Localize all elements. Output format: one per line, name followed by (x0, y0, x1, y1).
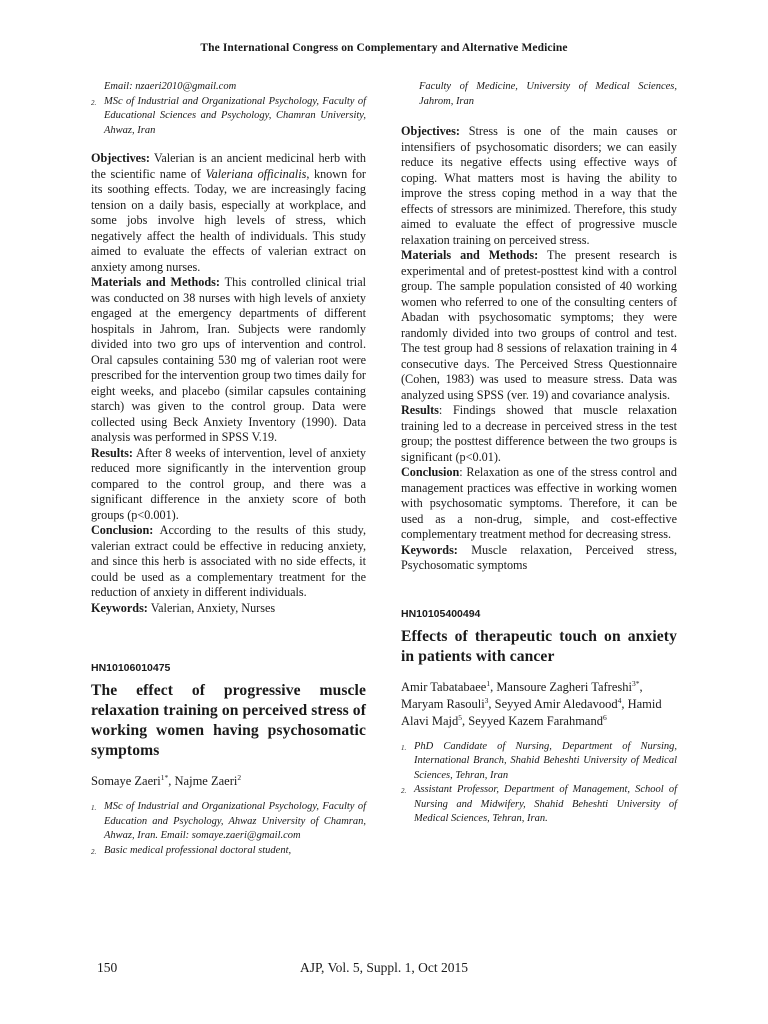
article-title: The effect of progressive muscle relaxation training on perceived stress of working women having psychosomatic symptoms (91, 682, 366, 759)
results-label: Results (401, 403, 439, 417)
author-name: Amir Tabatabaee (401, 679, 487, 694)
methods-paragraph (401, 248, 677, 403)
keywords-label: Keywords: (91, 600, 148, 615)
author-sup: 4 (617, 695, 622, 705)
methods-text: This controlled clinical trial was conducted on 38 nurses with high levels of anxiety engaged at the emergency departments of different hospitals in Jahrom, Iran. Subjects were randomly divided into two gro ups of intervention and control. Oral capsules containing 530 mg of valerian root were prescribed for the intervention group two times daily for eight weeks, and placebo (similar capsules containing starch) was given to the control group. Data were collected using Beck Anxiety Inventory (1990). Data analysis was performed in SPSS V.19. (91, 275, 366, 444)
affiliation-text: Assistant Professor, Department of Management, School of Nursing and Midwifery, Shahid Beheshti University of Medical Sciences, Tehran, Iran. (414, 784, 677, 824)
results-paragraph (401, 403, 677, 465)
objectives-label: Objectives: (401, 124, 460, 138)
methods-label: Materials and Methods: (401, 248, 539, 262)
author-name: , Maryam Rasouli (401, 679, 643, 711)
left-column (91, 80, 366, 858)
author-line (401, 679, 677, 730)
affiliation-text: PhD Candidate of Nursing, Department of Nursing, International Branch, Shahid Beheshti University of Medical Sciences, Tehran, Iran (414, 740, 677, 781)
keywords-paragraph (91, 601, 366, 617)
conclusion-label: Conclusion (401, 465, 460, 479)
author-name: , Najme Zaeri (168, 774, 238, 788)
methods-label: Materials and Methods: (91, 275, 220, 289)
affiliation-number: 1. (91, 804, 97, 812)
results-text: : Findings showed that muscle relaxation training led to a decrease in perceived stress in the test group; the posttest difference between the two groups is significant (p<0.01). (401, 403, 677, 464)
keywords-text: Muscle relaxation, Perceived stress, Psychosomatic symptoms (401, 542, 677, 572)
author-name: , Seyyed Kazem Farahmand (462, 713, 603, 728)
objectives-paragraph (91, 151, 366, 275)
affiliation-number: 2. (91, 847, 97, 856)
conclusion-text: According to the results of this study, valerian extract could be effective in reducing anxiety, and since this herb is associated with no side effects, it could be used as a complementary treatment for the reduction of anxiety in different individuals. (91, 523, 366, 599)
author-name: , Mansoure Zagheri Tafreshi (490, 679, 632, 694)
affiliation-2 (401, 783, 677, 827)
author-sup: 6 (602, 712, 607, 722)
affiliation-number: 2. (91, 98, 97, 107)
objectives-text-1: Valerian is an ancient medicinal herb with the scientific name of (91, 151, 366, 181)
scientific-name: Valeriana officinalis (205, 166, 307, 181)
author-sup: 2 (237, 772, 242, 782)
keywords-text: Valerian, Anxiety, Nurses (147, 600, 276, 615)
affiliation-text: Basic medical professional doctoral student, (104, 844, 292, 856)
article-code: HN10105400494 (401, 607, 481, 620)
author-sup: 3 (484, 695, 489, 705)
affiliation-text: MSc of Industrial and Organizational Psychology, Faculty of Educational Sciences and Psychology, Chamran University, Ahwaz, Iran (104, 95, 366, 136)
journal-citation: AJP, Vol. 5, Suppl. 1, Oct 2015 (300, 960, 468, 975)
objectives-text-2: , known for its soothing effects. Today, we are increasingly facing tension on a daily basis, especially at workplace, and some jobs involve high levels of stress, which negatively affect the health of individuals. This study aimed to evaluate the effects of valerian extract on anxiety among nurses. (91, 166, 366, 274)
conclusion-text: : Relaxation as one of the stress control and management practices was effective in working women with psychosomatic symptoms. Therefore, it can be used as a non-drug, simple, and cost-effective complementary treatment method for decreasing stress. (401, 465, 677, 541)
conclusion-label: Conclusion: (91, 523, 154, 537)
affiliation-text: MSc of Industrial and Organizational Psychology, Faculty of Education and Psychology, Ahwaz University of Chamran, Ahwaz, Iran. Email: somaye.zaeri@gmail.com (104, 801, 366, 841)
author-sup: 3* (631, 678, 640, 688)
author-line (91, 773, 366, 790)
author-sup: 1* (160, 772, 169, 782)
author-name: , Seyyed Amir Aledavood (488, 696, 618, 711)
article-title: Effects of therapeutic touch on anxiety in patients with cancer (401, 627, 677, 665)
results-paragraph (91, 446, 366, 524)
affiliation-number: 2. (401, 787, 407, 795)
methods-paragraph (91, 275, 366, 446)
affiliation-2 (91, 95, 366, 139)
running-header: The International Congress on Complementary and Alternative Medicine (200, 42, 568, 54)
author-name: , Hamid Alavi Majd (401, 696, 662, 728)
objectives-text: Stress is one of the main causes or intensifiers of psychosomatic disorders; we can easily reduce its negative effects using effective ways of coping. What matters most is having the ability to improve the stress coping method in a way that the effects of stressors are minimized. Therefore, this study aimed to evaluate the effect of progressive muscle relaxation training on perceived stress. (401, 124, 677, 247)
email-line: Email: nzaeri2010@gmail.com (104, 81, 237, 92)
author-name: Somaye Zaeri (91, 774, 161, 788)
keywords-paragraph (401, 543, 677, 574)
affiliation-2 (91, 844, 366, 859)
article-code: HN10106010475 (91, 662, 171, 674)
page-number: 150 (97, 960, 118, 975)
conclusion-paragraph (91, 523, 366, 601)
right-column (401, 80, 677, 827)
keywords-label: Keywords: (401, 542, 458, 557)
results-label: Results: (91, 445, 133, 460)
author-sup: 5 (458, 712, 463, 722)
affiliation-continued: Faculty of Medicine, University of Medical Sciences, Jahrom, Iran (419, 81, 677, 107)
affiliation-1 (91, 800, 366, 844)
objectives-paragraph (401, 124, 677, 248)
conclusion-paragraph (401, 465, 677, 543)
objectives-label: Objectives: (91, 151, 150, 165)
results-text: After 8 weeks of intervention, level of anxiety reduced more significantly in the intervention group compared to the control group, and there was a significant difference in the anxiety score of both groups (p<0.001). (91, 445, 366, 522)
author-sup: 1 (486, 678, 491, 688)
affiliation-1 (401, 740, 677, 784)
methods-text: The present research is experimental and of pretest-posttest kind with a control group. The sample population consisted of 40 working women who referred to one of the consulting centers of Abadan with psychosomatic symptoms; they were randomly divided into two groups of control and test. The test group had 8 sessions of relaxation training in 4 consecutive days. The Perceived Stress Questionnaire (Cohen, 1983) was used to measure stress. Data was analyzed using SPSS (ver. 19) and covariance analysis. (401, 248, 677, 402)
affiliation-number: 1. (401, 743, 407, 752)
